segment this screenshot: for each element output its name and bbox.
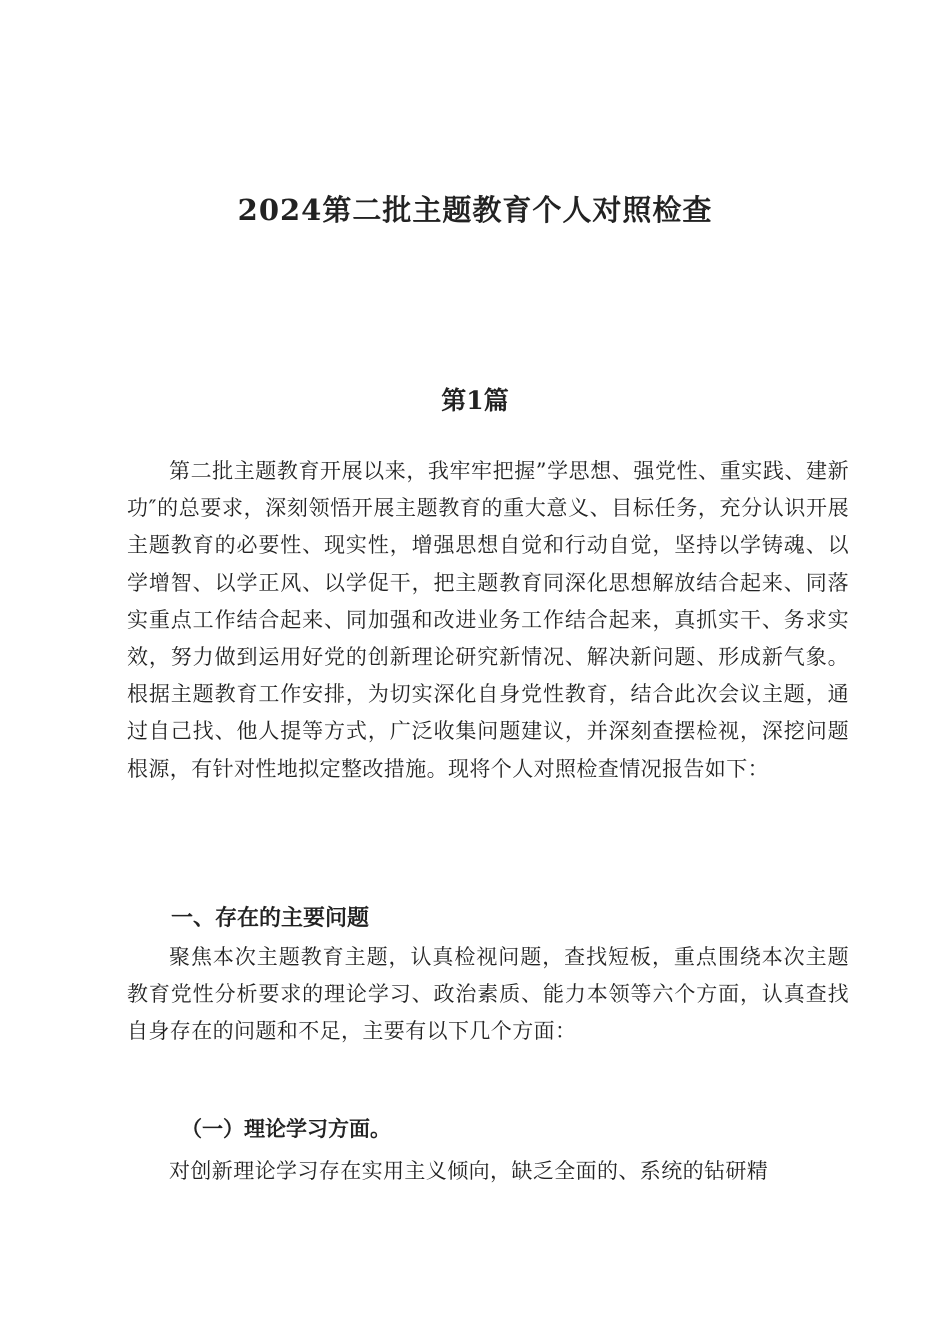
subsection-paragraph: 对创新理论学习存在实用主义倾向，缺乏全面的、系统的钻研精 <box>169 1159 769 1183</box>
intro-paragraph: 第二批主题教育开展以来，我牢牢把握”学思想、强党性、重实践、建新功″的总要求，深刻领悟开展主题教育的重大意义、目标任务，充分认识开展主题教育的必要性、现实性，增强思想自觉和行动自觉，坚持以学铸魂、以学增智、以学正风、以学促干，把主题教育同深化思想解放结合起来、同落实重点工作结合起来、同加强和改进业务工作结合起来，真抓实干、务求实效，努力做到运用好党的创新理论研究新情况、解决新问题、形成新气象。根据主题教育工作安排，为切实深化自身党性教育，结合此次会议主题，通过自己找、他人提等方式，广泛收集问题建议，并深刻查摆检视，深挖问题根源，有针对性地拟定整改措施。现将个人对照检查情况报告如下： <box>127 459 849 781</box>
subsection-heading: （一）理论学习方面。 <box>181 1116 391 1141</box>
document-title: 2024第二批主题教育个人对照检查 <box>237 193 713 227</box>
section-heading: 一、存在的主要问题 <box>171 906 370 931</box>
article-heading: 第1篇 <box>441 386 509 415</box>
section-paragraph: 聚焦本次主题教育主题，认真检视问题，查找短板，重点围绕本次主题教育党性分析要求的理论学习、政治素质、能力本领等六个方面，认真查找自身存在的问题和不足，主要有以下几个方面： <box>127 945 849 1044</box>
